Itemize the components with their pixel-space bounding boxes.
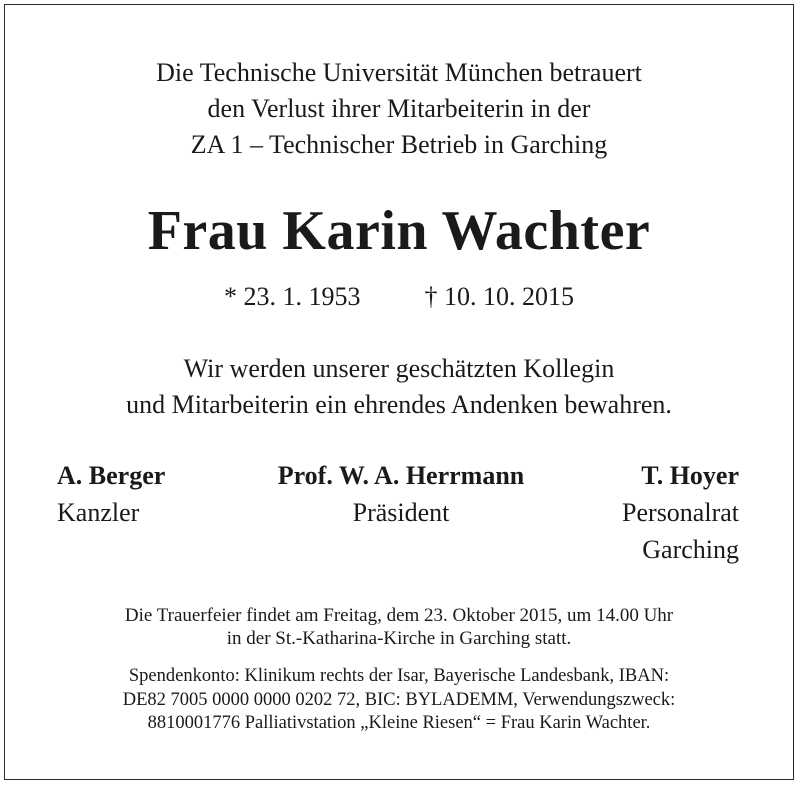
signer-role: Garching: [642, 535, 739, 564]
tribute-line: und Mitarbeiterin ein ehrendes Andenken bewahren.: [126, 390, 672, 419]
funeral-info: [5, 604, 793, 650]
funeral-info-line: Die Trauerfeier findet am Freitag, dem 23. Oktober 2015, um 14.00 Uhr: [124, 605, 674, 626]
signer-name: T. Hoyer: [641, 461, 739, 490]
intro-line: den Verlust ihrer Mitarbeiterin in der: [207, 94, 591, 123]
signer-role: Personalrat: [622, 498, 739, 527]
signer-role: Kanzler: [57, 498, 140, 527]
tribute-text: [5, 351, 793, 423]
donation-info: [5, 665, 793, 736]
signer-herrmann: [249, 457, 553, 531]
birth-date: * 23. 1. 1953: [224, 282, 361, 311]
donation-info-line: 8810001776 Palliativstation „Kleine Riesen“ = Frau Karin Wachter.: [147, 713, 651, 733]
funeral-info-line: in der St.-Katharina-Kirche in Garching statt.: [226, 628, 572, 649]
death-date: † 10. 10. 2015: [424, 282, 574, 311]
life-dates: [5, 281, 793, 313]
donation-info-line: Spendenkonto: Klinikum rechts der Isar, Bayerische Landesbank, IBAN:: [128, 666, 670, 686]
signer-name: A. Berger: [57, 461, 166, 490]
signer-berger: [57, 457, 165, 531]
signer-role: Präsident: [352, 498, 450, 527]
signer-name: Prof. W. A. Herrmann: [277, 461, 525, 490]
signer-hoyer: [622, 457, 739, 568]
obituary-notice: [4, 4, 794, 780]
intro-line: ZA 1 – Technischer Betrieb in Garching: [190, 130, 608, 159]
intro-text: [5, 55, 793, 163]
tribute-line: Wir werden unserer geschätzten Kollegin: [183, 354, 615, 383]
donation-info-line: DE82 7005 0000 0000 0202 72, BIC: BYLADEMM, Verwendungszweck:: [122, 689, 676, 710]
deceased-name: Frau Karin Wachter: [147, 200, 651, 262]
intro-line: Die Technische Universität München betrauert: [156, 58, 642, 87]
